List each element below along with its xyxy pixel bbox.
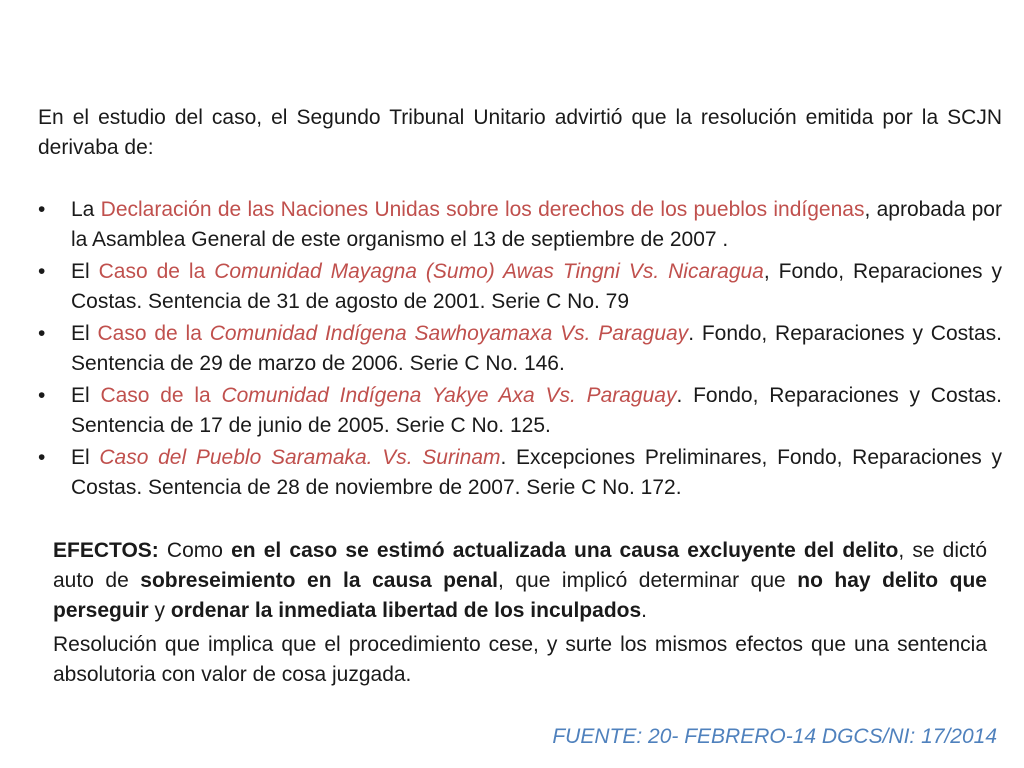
case-item-awas-tingni (38, 257, 1002, 317)
bullet: • (38, 260, 46, 283)
case-title-prefix: Caso de la (98, 260, 215, 283)
case-details: , Fondo, Reparaciones y Costas. Sentencia de 31 de agosto de 2001. Serie C No. 79 (71, 260, 1003, 313)
case-prefix: El (71, 260, 99, 283)
bullet: • (38, 322, 46, 345)
efectos-paragraph (53, 536, 987, 626)
case-item-yakye-axa (38, 381, 1002, 441)
case-prefix: La (71, 198, 101, 221)
efectos-bold-text: sobreseimiento en la causa penal (140, 569, 498, 592)
case-title-prefix: Caso de la (100, 384, 222, 407)
case-item-saramaka (38, 443, 1002, 503)
case-prefix: El (71, 446, 100, 469)
efectos-text: , se dictó auto de (53, 539, 988, 592)
case-prefix: El (71, 322, 98, 345)
efectos-text: , que implicó determinar que (498, 569, 798, 592)
case-title: Comunidad Indígena Yakye Axa Vs. Paraguay (221, 384, 677, 407)
bullet: • (38, 384, 46, 407)
efectos-bold-text: no hay delito que perseguir (53, 569, 987, 622)
case-prefix: El (71, 384, 101, 407)
case-title: Caso del Pueblo Saramaka. Vs. Surinam (99, 446, 501, 469)
case-title: Declaración de las Naciones Unidas sobre los derechos de los pueblos indígenas (100, 198, 865, 221)
efectos-text: y (148, 599, 171, 622)
intro-paragraph: En el estudio del caso, el Segundo Tribunal Unitario advirtió que la resolución emitida por la SCJN derivaba de: (38, 106, 1002, 159)
bullet: • (38, 198, 46, 221)
source-citation: FUENTE: 20- FEBRERO-14 DGCS/NI: 17/2014 (552, 725, 997, 748)
case-details: . Excepciones Preliminares, Fondo, Reparaciones y Costas. Sentencia de 28 de noviembre de 2007. Serie C No. 172. (71, 446, 1002, 499)
efectos-text: . (641, 599, 647, 622)
case-item-sawhoyamaxa (38, 319, 1002, 379)
case-title: Comunidad Mayagna (Sumo) Awas Tingni Vs. Nicaragua (214, 260, 764, 283)
bullet: • (38, 446, 46, 469)
case-details: , aprobada por la Asamblea General de este organismo el 13 de septiembre de 2007 . (71, 198, 1002, 251)
resolucion-paragraph: Resolución que implica que el procedimiento cese, y surte los mismos efectos que una sentencia absolutoria con valor de cosa juzgada. (53, 633, 987, 686)
case-title-prefix: Caso de la (97, 322, 210, 345)
efectos-text: Como (158, 539, 232, 562)
case-item-declaracion (38, 195, 1002, 255)
efectos-bold-text: ordenar la inmediata libertad de los inculpados (170, 599, 642, 622)
efectos-label: EFECTOS: (53, 539, 159, 562)
case-title: Comunidad Indígena Sawhoyamaxa Vs. Paraguay (209, 322, 689, 345)
case-details: . Fondo, Reparaciones y Costas. Sentencia de 29 de marzo de 2006. Serie C No. 146. (71, 322, 1002, 375)
case-details: . Fondo, Reparaciones y Costas. Sentencia de 17 de junio de 2005. Serie C No. 125. (71, 384, 1002, 437)
efectos-bold-text: en el caso se estimó actualizada una causa excluyente del delito (231, 539, 899, 562)
case-list (38, 195, 1002, 505)
